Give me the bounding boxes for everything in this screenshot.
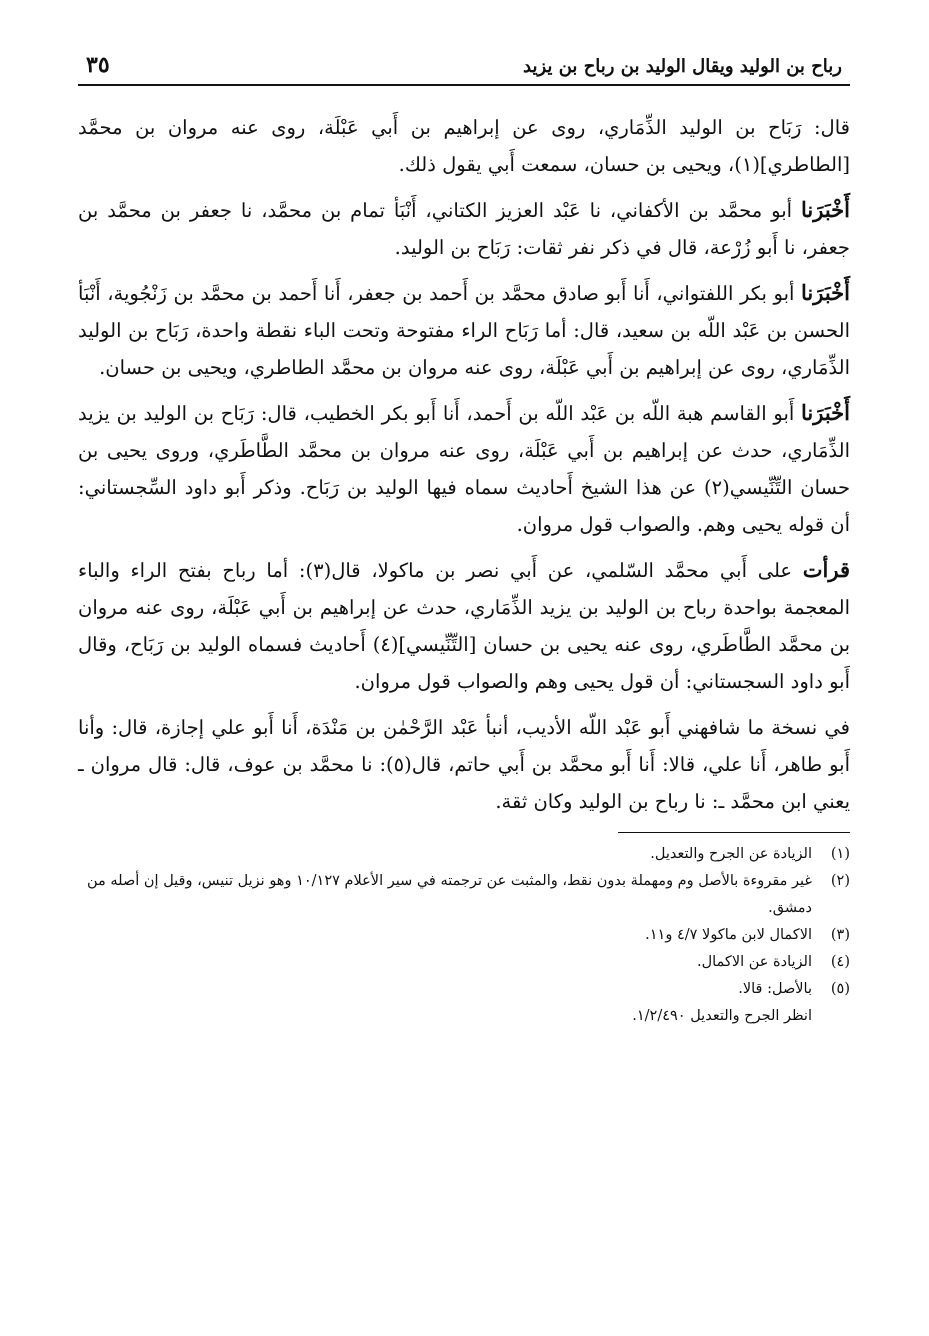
footnote-text: غير مقروءة بالأصل وم ومهملة بدون نقط، والمثبت عن ترجمته في سير الأعلام ١٠/١٢٧ وهو نزيل تنيس، وقيل إن أصله من دمشق. [86, 873, 812, 916]
paragraph-3 [78, 274, 850, 386]
book-page [78, 52, 850, 1030]
paragraph-lead: أَخْبَرَنا [801, 197, 850, 222]
footnote-3 [78, 922, 850, 949]
paragraph-text: أبو بكر اللفتواني، أَنا أَبو صادق محمَّد بن أَحمد بن جعفر، أَنا أَحمد بن محمَّد بن زَنْجُوية، أَنْبَأ الحسن بن عَبْد اللّه بن سعيد، قال: أما رَبَاح الراء مفتوحة وتحت الباء نقطة واحدة، رَبَاح بن الوليد الذِّمَاري، روى عن إبراهيم بن أَبي عَبْلَة، روى عنه مروان بن محمَّد الطاطري، ويحيى بن حسان. [78, 282, 850, 379]
footnote-number: (٣) [830, 927, 850, 943]
paragraph-2 [78, 191, 850, 266]
paragraph-6 [78, 708, 850, 820]
footnote-number: (٢) [830, 873, 850, 889]
footnote-text: بالأصل: قالا. [738, 981, 812, 997]
footnote-text: الزيادة عن الاكمال. [696, 954, 812, 970]
paragraph-text: قال: رَبَاح بن الوليد الذِّمَاري، روى عن إبراهيم بن أَبي عَبْلَة، روى عنه مروان بن محمَّد [الطاطري](١)، ويحيى بن حسان، سمعت أَبي يقول ذلك. [78, 116, 850, 176]
page-number: ٣٥ [86, 52, 110, 78]
paragraph-1 [78, 108, 850, 183]
footnote-1 [78, 841, 850, 868]
footnote-divider [618, 832, 850, 833]
footnotes [78, 841, 850, 1030]
paragraph-text: على أَبي محمَّد السّلمي، عن أَبي نصر بن ماكولا، قال(٣): أما رباح بفتح الراء والباء المعجمة بواحدة رباح بن الوليد بن يزيد الذِّمَاري، حدث عن إبراهيم بن أَبي عَبْلَة، روى عنه مروان بن محمَّد الطَّاطَري، روى عنه يحيى بن حسان [التِّنِّيسي](٤) أَحاديث فسماه الوليد بن رَبَاح، وقال أَبو داود السجستاني: أن قول يحيى وهم والصواب قول مروان. [78, 559, 850, 693]
footnote-text: الزيادة عن الجرح والتعديل. [650, 846, 812, 862]
paragraph-text: أبو محمَّد بن الأكفاني، نا عَبْد العزيز الكتاني، أَنْبَأ تمام بن محمَّد، نا جعفر بن محمَّد بن جعفر، نا أَبو زُرْعة، قال في ذكر نفر ثقات: رَبَاح بن الوليد. [78, 199, 850, 259]
paragraph-5 [78, 551, 850, 700]
paragraph-lead: أَخْبَرَنا [801, 280, 850, 305]
footnote-5 [78, 976, 850, 1003]
paragraph-lead: قرأت [802, 557, 850, 582]
footnote-number: (٤) [830, 954, 850, 970]
footnote-5-continuation: انظر الجرح والتعديل ١/٢/٤٩٠. [632, 1008, 812, 1024]
paragraph-lead: أَخْبَرَنا [801, 400, 850, 425]
footnote-4 [78, 949, 850, 976]
footnote-number: (٥) [830, 981, 850, 997]
paragraph-4 [78, 394, 850, 543]
footnote-text: الاكمال لابن ماكولا ٤/٧ و١١. [645, 927, 812, 943]
main-text [78, 108, 850, 820]
paragraph-text: أَبو القاسم هبة اللّه بن عَبْد اللّه بن أَحمد، أَنا أَبو بكر الخطيب، قال: رَبَاح بن الوليد بن يزيد الذِّمَاري، حدث عن إبراهيم بن أَبي عَبْلَة، روى عنه مروان بن محمَّد الطَّاطَري، وروى يحيى بن حسان التِّنِّيسي(٢) عن هذا الشيخ أَحاديث سماه فيها الوليد بن رَبَاح. وذكر أَبو داود السِّجستاني: أن قوله يحيى وهم. والصواب قول مروان. [78, 402, 850, 536]
running-head: رباح بن الوليد ويقال الوليد بن رباح بن يزيد [523, 56, 842, 77]
footnote-number: (١) [830, 846, 850, 862]
paragraph-text: في نسخة ما شافهني أَبو عَبْد اللّه الأديب، أنبأ عَبْد الرَّحْمٰن بن مَنْدَة، أَنا أَبو علي إجازة، قال: وأنا أَبو طاهر، أَنا علي، قالا: أَنا أَبو محمَّد بن أَبي حاتم، قال(٥): نا محمَّد بن عوف، قال: قال مروان ـ يعني ابن محمَّد ـ: نا رباح بن الوليد وكان ثقة. [78, 716, 850, 813]
page-header [78, 52, 850, 86]
footnote-2 [78, 868, 850, 922]
